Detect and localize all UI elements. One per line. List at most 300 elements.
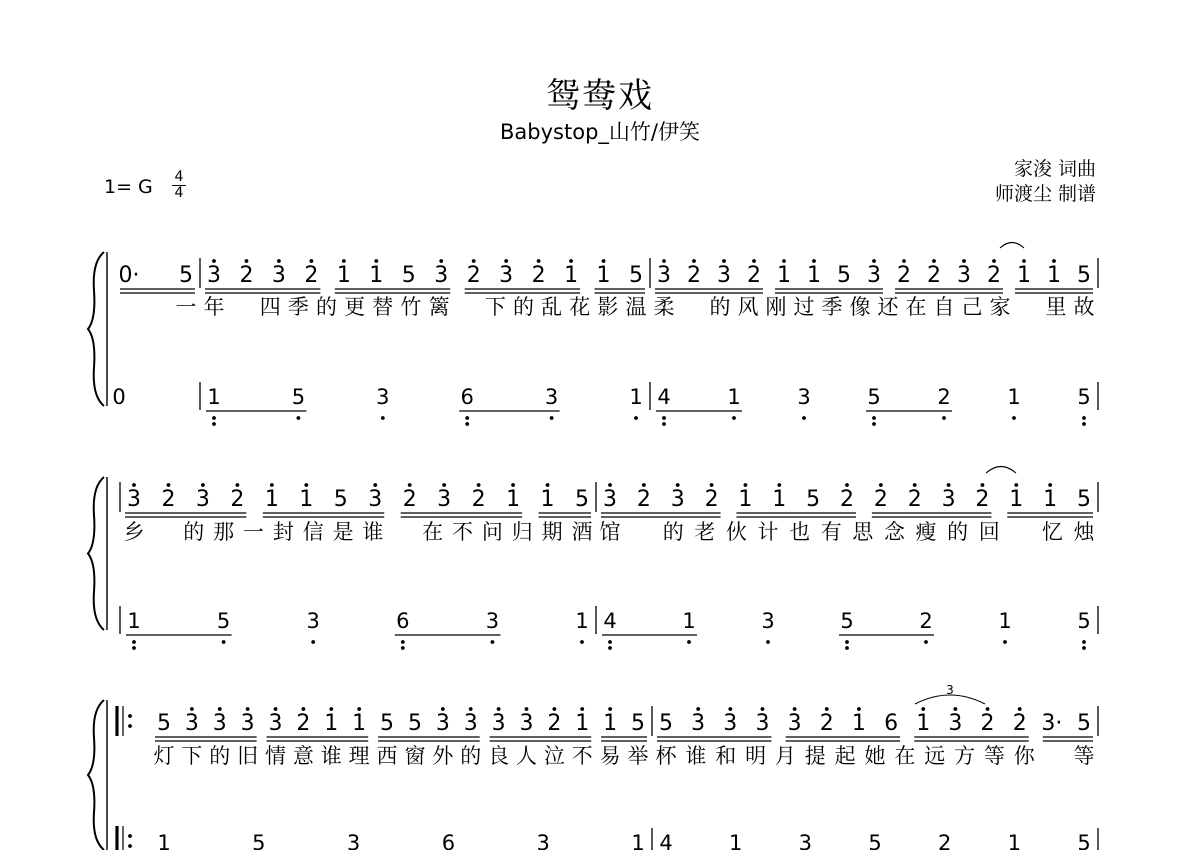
bass-note: 5: [216, 609, 231, 633]
lyric-char: 故: [1073, 295, 1095, 319]
melody-note: 3: [368, 487, 383, 512]
bass-note: 3: [798, 831, 813, 850]
song-subtitle: Babystop_山竹/伊笑: [500, 120, 700, 144]
melody-note: 1: [603, 711, 618, 736]
melody-note: 2: [897, 263, 911, 288]
lyric-char: 你: [1013, 744, 1035, 768]
melody-note: 2: [687, 263, 701, 288]
melody-note: 3: [691, 711, 706, 736]
melody-note: 2: [531, 263, 546, 288]
octave-down-dot: [491, 640, 495, 644]
lyric-char: 柔: [653, 295, 675, 319]
octave-up-dot: [913, 483, 917, 487]
octave-down-dot: [608, 646, 612, 650]
octave-up-dot: [752, 259, 756, 263]
lyric-char: 明: [745, 744, 767, 768]
melody-note: 3: [212, 711, 227, 736]
octave-down-dot: [634, 416, 638, 420]
bass-note: 1: [631, 831, 645, 850]
bass-note: 1: [727, 385, 741, 409]
octave-up-dot: [408, 483, 412, 487]
octave-up-dot: [602, 259, 606, 263]
lyric-char: 旧: [237, 744, 259, 768]
lyric-char: 月: [774, 744, 796, 768]
octave-up-dot: [1048, 483, 1052, 487]
score-credit: 师渡尘 制谱: [994, 183, 1096, 205]
octave-up-dot: [167, 483, 171, 487]
octave-down-dot: [687, 640, 691, 644]
bass-note: 0: [112, 385, 126, 409]
lyric-char: 理: [348, 744, 370, 768]
melody-note: 1: [738, 487, 753, 512]
melody-note: 3: [948, 711, 963, 736]
bass-note: 3: [346, 831, 361, 850]
octave-up-dot: [511, 483, 515, 487]
octave-up-dot: [218, 707, 222, 711]
lyric-char: 下: [484, 295, 506, 319]
bass-note: 1: [629, 385, 643, 409]
melody-note: 2: [873, 487, 888, 512]
melody-note: 2: [747, 263, 761, 288]
melody-note: 1: [575, 711, 590, 736]
octave-up-dot: [992, 259, 996, 263]
melody-note: 2: [636, 487, 651, 512]
lyric-char: 乡: [123, 520, 145, 544]
bass-note: 2: [919, 609, 933, 633]
melody-note: 3: [463, 711, 478, 736]
melody-note: 1: [264, 487, 279, 512]
octave-up-dot: [537, 259, 541, 263]
melody-note: 1: [1043, 487, 1058, 512]
octave-down-dot: [1012, 416, 1016, 420]
octave-down-dot: [872, 416, 876, 420]
octave-up-dot: [782, 259, 786, 263]
time-signature-bottom: 4: [174, 185, 184, 201]
lyric-char: 篱: [428, 295, 450, 319]
melody-note: 3: [127, 487, 141, 512]
octave-up-dot: [441, 707, 445, 711]
melody-note: 2: [239, 263, 254, 288]
lyric-char: 谁: [685, 744, 707, 768]
melody-note: 1: [336, 263, 351, 288]
lyric-char: 泣: [543, 744, 565, 768]
octave-down-dot: [662, 416, 666, 420]
melody-note: 3: [434, 263, 449, 288]
octave-up-dot: [662, 259, 666, 263]
lyric-char: 她: [864, 744, 886, 768]
bass-note: 5: [252, 831, 266, 850]
lyric-char: 是: [332, 520, 354, 544]
lyric-char: 情: [265, 744, 287, 768]
lyric-char: 有: [820, 520, 842, 544]
melody-note: 5: [333, 487, 348, 512]
melody-note: 5: [380, 711, 395, 736]
lyric-char: 信: [302, 520, 324, 544]
melody-note: 1: [564, 263, 579, 288]
melody-note: 1: [352, 711, 367, 736]
melody-note: 2: [704, 487, 719, 512]
octave-up-dot: [497, 707, 501, 711]
bass-note: 5: [1077, 385, 1091, 409]
lyric-char: 的: [662, 520, 684, 544]
melody-note: 1: [807, 263, 821, 288]
melody-note: 2: [907, 487, 922, 512]
octave-down-dot: [942, 416, 946, 420]
bass-note: 3: [306, 609, 320, 633]
slur-arc: [1000, 243, 1024, 249]
lyric-char: 自: [933, 295, 955, 319]
octave-up-dot: [932, 259, 936, 263]
melody-note: 1: [916, 711, 931, 736]
octave-down-dot: [662, 422, 666, 426]
repeat-dot: [128, 724, 132, 728]
octave-down-dot: [845, 646, 849, 650]
lyric-char: 刚: [765, 295, 787, 319]
melody-note: 0·: [118, 263, 140, 288]
lyric-char: 外: [432, 744, 454, 768]
melody-note: 5: [659, 711, 673, 736]
bass-note: 5: [1077, 831, 1091, 850]
melody-note: 3: [240, 711, 255, 736]
octave-down-dot: [297, 416, 301, 420]
octave-up-dot: [761, 707, 765, 711]
lyric-char: 封: [272, 520, 294, 544]
octave-up-dot: [953, 707, 957, 711]
melody-note: 1: [596, 263, 611, 288]
melody-note: 1: [772, 487, 787, 512]
octave-down-dot: [311, 640, 315, 644]
song-title: 鸳鸯戏: [546, 76, 654, 116]
octave-up-dot: [525, 707, 529, 711]
melody-note: 3: [670, 487, 685, 512]
lyric-char: 在: [894, 744, 916, 768]
octave-down-dot: [401, 646, 405, 650]
octave-up-dot: [274, 707, 278, 711]
bass-note: 5: [1077, 609, 1091, 633]
bass-note: 3: [536, 831, 550, 850]
melody-note: 3: [787, 711, 802, 736]
octave-up-dot: [442, 483, 446, 487]
lyric-char: 人: [515, 744, 537, 768]
bass-note: 1: [998, 609, 1012, 633]
lyric-char: 花: [569, 295, 591, 319]
octave-up-dot: [504, 259, 508, 263]
octave-down-dot: [1082, 416, 1086, 420]
melody-note: 5: [1077, 711, 1091, 736]
octave-up-dot: [845, 483, 849, 487]
octave-down-dot: [924, 640, 928, 644]
octave-up-dot: [921, 707, 925, 711]
melody-note: 3: [207, 263, 221, 288]
grand-staff-brace: [88, 700, 104, 850]
octave-down-dot: [550, 416, 554, 420]
lyric-char: 烛: [1073, 520, 1095, 544]
octave-up-dot: [302, 707, 306, 711]
melody-note: 1: [540, 487, 555, 512]
lyric-char: 计: [757, 520, 779, 544]
octave-down-dot: [132, 640, 136, 644]
lyric-char: 杯: [655, 744, 677, 768]
lyric-char: 起: [834, 744, 856, 768]
octave-up-dot: [439, 259, 443, 263]
melody-note: 2: [1012, 711, 1027, 736]
octave-up-dot: [472, 259, 476, 263]
lyric-char: 一: [175, 295, 197, 319]
melody-note: 3: [657, 263, 671, 288]
repeat-dot: [128, 714, 132, 718]
octave-up-dot: [872, 259, 876, 263]
octave-up-dot: [569, 259, 573, 263]
bass-note: 1: [728, 831, 743, 850]
melody-note: 1: [1017, 263, 1031, 288]
bass-note: 3: [485, 609, 500, 633]
octave-up-dot: [676, 483, 680, 487]
lyric-char: 影: [597, 295, 619, 319]
octave-up-dot: [981, 483, 985, 487]
melody-note: 3: [603, 487, 617, 512]
bass-note: 5: [291, 385, 306, 409]
lyric-char: 像: [849, 295, 871, 319]
lyric-char: 问: [481, 520, 503, 544]
melody-note: 3: [435, 711, 450, 736]
melody-note: 1: [1009, 487, 1024, 512]
lyric-char: 乱: [541, 295, 563, 319]
lyric-char: 己: [961, 295, 983, 319]
bass-note: 4: [657, 385, 671, 409]
melody-note: 3: [755, 711, 770, 736]
octave-down-dot: [872, 422, 876, 426]
octave-up-dot: [947, 483, 951, 487]
lyric-char: 的: [947, 520, 969, 544]
octave-up-dot: [744, 483, 748, 487]
grand-staff-brace: [88, 252, 104, 406]
octave-up-dot: [552, 707, 556, 711]
lyric-char: 一: [242, 520, 264, 544]
grand-staff-brace: [88, 477, 104, 630]
melody-note: 3: [184, 711, 199, 736]
bass-note: 3: [544, 385, 559, 409]
octave-down-dot: [732, 416, 736, 420]
lyric-char: 瘦: [915, 520, 937, 544]
octave-down-dot: [1003, 640, 1007, 644]
melody-note: 2: [927, 263, 941, 288]
lyric-char: 易: [599, 744, 621, 768]
octave-up-dot: [245, 259, 249, 263]
octave-down-dot: [465, 416, 469, 420]
melody-note: 3: [723, 711, 738, 736]
lyric-char: 季: [287, 295, 309, 319]
lyric-char: 风: [737, 295, 759, 319]
melody-note: 2: [230, 487, 245, 512]
octave-up-dot: [546, 483, 550, 487]
octave-up-dot: [190, 707, 194, 711]
bass-note: 1: [1007, 385, 1021, 409]
lyric-char: 窗: [404, 744, 426, 768]
lyric-char: 等: [1073, 744, 1095, 768]
melody-note: 2: [402, 487, 417, 512]
melody-note: 3: [268, 711, 283, 736]
bass-note: 1: [157, 831, 171, 850]
melody-note: 2: [975, 487, 990, 512]
lyric-char: 谁: [362, 520, 384, 544]
melody-note: 2: [466, 263, 481, 288]
octave-down-dot: [401, 640, 405, 644]
lyric-char: 等: [983, 744, 1005, 768]
lyric-char: 竹: [400, 295, 422, 319]
octave-up-dot: [777, 483, 781, 487]
lyric-char: 的: [709, 295, 731, 319]
lyric-char: 季: [821, 295, 843, 319]
melody-note: 2: [840, 487, 854, 512]
bass-note: 1: [207, 385, 221, 409]
bass-note: 1: [1007, 831, 1022, 850]
lyric-char: 更: [344, 295, 366, 319]
octave-down-dot: [608, 640, 612, 644]
melody-note: 3: [717, 263, 731, 288]
bass-note: 1: [682, 609, 696, 633]
octave-up-dot: [246, 707, 250, 711]
melody-note: 2: [819, 711, 834, 736]
octave-down-dot: [132, 646, 136, 650]
lyric-char: 老: [694, 520, 716, 544]
melody-note: 5: [157, 711, 171, 736]
octave-down-dot: [802, 416, 806, 420]
lyric-char: 良: [488, 744, 510, 768]
lyric-char: 的: [183, 520, 205, 544]
lyric-char: 伙: [725, 520, 747, 544]
octave-up-dot: [580, 707, 584, 711]
octave-up-dot: [201, 483, 205, 487]
melody-note: 2: [980, 711, 995, 736]
melody-note: 5: [401, 263, 416, 288]
octave-down-dot: [580, 640, 584, 644]
lyric-char: 思: [852, 520, 874, 544]
melody-note: 1: [324, 711, 339, 736]
lyric-char: 里: [1045, 295, 1067, 319]
melody-note: 2: [296, 711, 311, 736]
octave-up-dot: [722, 259, 726, 263]
lyric-char: 过: [793, 295, 815, 319]
melody-note: 3: [867, 263, 881, 288]
melody-note: 5: [837, 263, 851, 288]
melody-note: 1: [369, 263, 384, 288]
octave-up-dot: [1052, 259, 1056, 263]
octave-up-dot: [962, 259, 966, 263]
melody-note: 2: [987, 263, 1001, 288]
lyric-char: 归: [511, 520, 533, 544]
lyric-char: 远: [924, 744, 946, 768]
lyric-char: 在: [422, 520, 444, 544]
octave-up-dot: [304, 483, 308, 487]
octave-down-dot: [381, 416, 385, 420]
bass-note: 3: [761, 609, 775, 633]
melody-note: 5: [806, 487, 821, 512]
melody-note: 3: [499, 263, 514, 288]
melody-note: 3: [271, 263, 286, 288]
lyric-char: 温: [625, 295, 647, 319]
octave-up-dot: [642, 483, 646, 487]
lyric-char: 念: [883, 520, 905, 544]
octave-up-dot: [710, 483, 714, 487]
lyric-char: 和: [715, 744, 737, 768]
lyric-char: 的: [512, 295, 534, 319]
lyric-char: 也: [789, 520, 811, 544]
melody-note: 3: [941, 487, 956, 512]
lyric-char: 意: [292, 744, 314, 768]
melody-note: 5: [179, 263, 193, 288]
repeat-dot: [128, 834, 132, 838]
melody-note: 3: [437, 487, 452, 512]
octave-up-dot: [986, 707, 990, 711]
lyric-char: 馆: [599, 520, 621, 544]
melody-note: 5: [407, 711, 422, 736]
melody-note: 3: [957, 263, 971, 288]
melody-note: 2: [304, 263, 319, 288]
repeat-dot: [128, 844, 132, 848]
octave-up-dot: [329, 707, 333, 711]
octave-up-dot: [309, 259, 313, 263]
lyric-char: 不: [571, 744, 593, 768]
melody-note: 1: [506, 487, 521, 512]
octave-down-dot: [212, 422, 216, 426]
lyrics-credit: 家浚 词曲: [1013, 158, 1096, 180]
melody-note: 1: [299, 487, 314, 512]
melody-note: 1: [777, 263, 791, 288]
melody-note: 5: [629, 263, 643, 288]
bass-note: 6: [396, 609, 410, 633]
lyric-char: 替: [372, 295, 394, 319]
lyric-char: 在: [905, 295, 927, 319]
octave-up-dot: [879, 483, 883, 487]
bass-note: 3: [797, 385, 811, 409]
bass-note: 4: [603, 609, 617, 633]
lyric-char: 不: [452, 520, 474, 544]
octave-up-dot: [696, 707, 700, 711]
melody-note: 6: [884, 711, 899, 736]
melody-note: 1: [1047, 263, 1061, 288]
bass-note: 6: [441, 831, 456, 850]
octave-up-dot: [812, 259, 816, 263]
lyric-char: 忆: [1041, 520, 1063, 544]
octave-up-dot: [728, 707, 732, 711]
lyric-char: 期: [541, 520, 563, 544]
lyric-char: 的: [316, 295, 338, 319]
octave-up-dot: [235, 483, 239, 487]
bass-note: 3: [376, 385, 390, 409]
octave-up-dot: [692, 259, 696, 263]
lyric-char: 方: [954, 744, 976, 768]
octave-up-dot: [374, 259, 378, 263]
octave-up-dot: [608, 707, 612, 711]
melody-note: 3: [491, 711, 506, 736]
octave-down-dot: [1082, 646, 1086, 650]
time-signature-top: 4: [174, 169, 184, 185]
melody-note: 2: [161, 487, 176, 512]
bass-note: 5: [868, 831, 882, 850]
bass-note: 1: [575, 609, 589, 633]
octave-up-dot: [1018, 707, 1022, 711]
lyric-char: 谁: [320, 744, 342, 768]
octave-down-dot: [222, 640, 226, 644]
lyric-char: 举: [627, 744, 649, 768]
melody-note: 2: [547, 711, 562, 736]
melody-note: 2: [471, 487, 486, 512]
octave-up-dot: [469, 707, 473, 711]
slur-arc: [986, 467, 1016, 474]
octave-up-dot: [373, 483, 377, 487]
lyric-char: 提: [804, 744, 826, 768]
bass-note: 5: [840, 609, 854, 633]
